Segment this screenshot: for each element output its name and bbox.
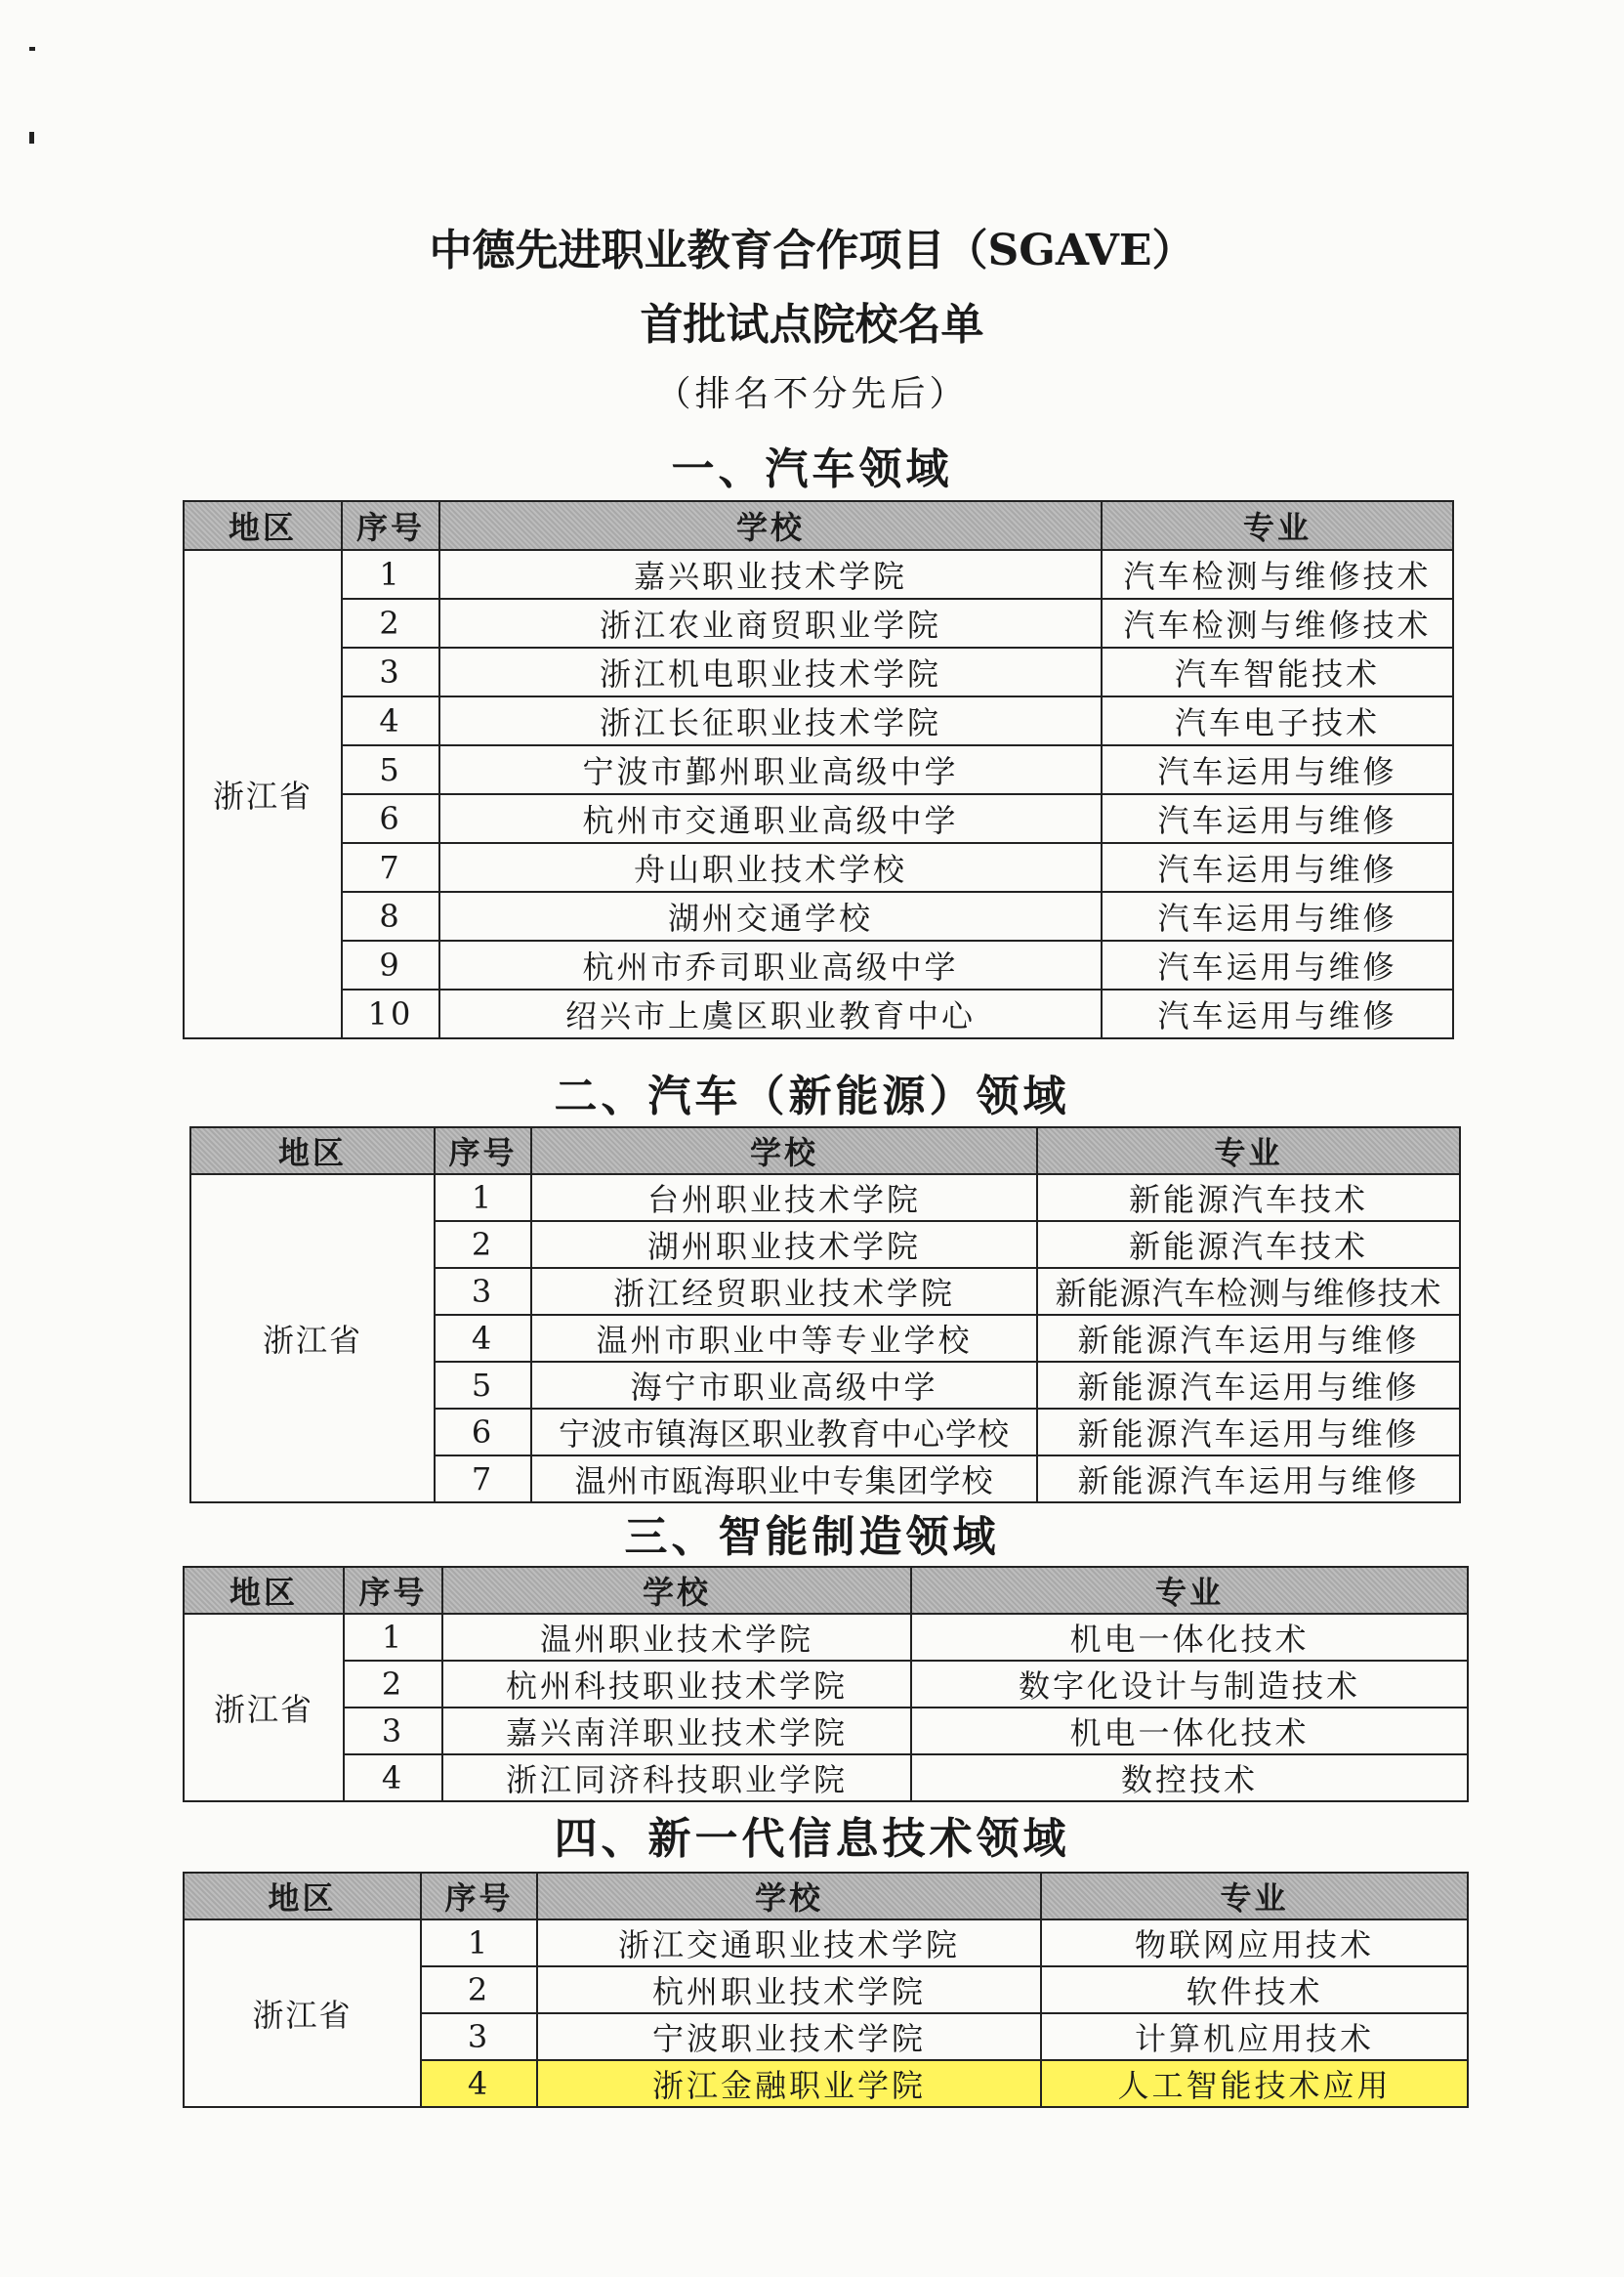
col-header-major: 专业 — [1041, 1873, 1468, 1919]
region-cell: 浙江省 — [184, 550, 342, 1038]
seq-cell: 1 — [342, 550, 439, 599]
table-row — [184, 794, 1453, 843]
seq-cell: 8 — [342, 892, 439, 941]
col-header-seq: 序号 — [435, 1127, 531, 1174]
major-cell: 人工智能技术应用 — [1041, 2060, 1468, 2107]
ranking-note: （排名不分先后） — [655, 374, 969, 414]
col-header-school: 学校 — [531, 1127, 1037, 1174]
seq-cell: 2 — [421, 1966, 537, 2013]
school-cell: 浙江经贸职业技术学院 — [531, 1268, 1037, 1315]
school-cell: 舟山职业技术学校 — [439, 843, 1102, 892]
major-cell: 汽车运用与维修 — [1102, 794, 1453, 843]
col-header-major: 专业 — [1102, 501, 1453, 550]
major-cell: 新能源汽车检测与维修技术 — [1037, 1268, 1460, 1315]
school-cell: 绍兴市上虞区职业教育中心 — [439, 990, 1102, 1038]
col-header-seq: 序号 — [421, 1873, 537, 1919]
major-cell: 软件技术 — [1041, 1966, 1468, 2013]
document-subtitle: 首批试点院校名单 — [640, 300, 984, 350]
table-row — [184, 1614, 1468, 1661]
seq-cell: 2 — [344, 1661, 442, 1708]
table-row — [184, 1708, 1468, 1754]
seq-cell: 3 — [342, 648, 439, 696]
seq-cell: 4 — [435, 1315, 531, 1362]
table-row — [184, 843, 1453, 892]
scan-mark — [29, 47, 35, 51]
region-cell: 浙江省 — [184, 1614, 344, 1801]
school-cell: 浙江交通职业技术学院 — [537, 1919, 1041, 1966]
major-cell: 机电一体化技术 — [911, 1614, 1468, 1661]
major-cell: 汽车运用与维修 — [1102, 990, 1453, 1038]
school-cell: 温州职业技术学院 — [442, 1614, 911, 1661]
major-cell: 机电一体化技术 — [911, 1708, 1468, 1754]
col-header-region: 地区 — [184, 501, 342, 550]
major-cell: 数控技术 — [911, 1754, 1468, 1801]
school-cell: 嘉兴职业技术学院 — [439, 550, 1102, 599]
seq-cell: 1 — [435, 1174, 531, 1221]
major-cell: 汽车智能技术 — [1102, 648, 1453, 696]
col-header-school: 学校 — [439, 501, 1102, 550]
school-cell: 温州市瓯海职业中专集团学校 — [531, 1455, 1037, 1502]
seq-cell: 5 — [342, 745, 439, 794]
region-cell: 浙江省 — [190, 1174, 435, 1502]
seq-cell: 10 — [342, 990, 439, 1038]
major-cell: 汽车运用与维修 — [1102, 843, 1453, 892]
table-row — [184, 696, 1453, 745]
table-row — [184, 550, 1453, 599]
seq-cell: 7 — [342, 843, 439, 892]
col-header-region: 地区 — [184, 1567, 344, 1614]
table-row — [184, 599, 1453, 648]
seq-cell: 1 — [421, 1919, 537, 1966]
seq-cell: 6 — [435, 1409, 531, 1455]
region-cell: 浙江省 — [184, 1919, 421, 2107]
table-new-energy — [189, 1126, 1461, 1503]
table-row — [184, 892, 1453, 941]
seq-cell: 3 — [344, 1708, 442, 1754]
document-title: 中德先进职业教育合作项目（SGAVE） — [429, 226, 1195, 275]
school-cell: 海宁市职业高级中学 — [531, 1362, 1037, 1409]
col-header-major: 专业 — [1037, 1127, 1460, 1174]
major-cell: 汽车检测与维修技术 — [1102, 550, 1453, 599]
section-title-next-gen-it: 四、新一代信息技术领域 — [554, 1814, 1070, 1864]
col-header-seq: 序号 — [342, 501, 439, 550]
school-cell: 杭州市乔司职业高级中学 — [439, 941, 1102, 990]
col-header-region: 地区 — [184, 1873, 421, 1919]
seq-cell: 2 — [435, 1221, 531, 1268]
section-title-new-energy: 二、汽车（新能源）领域 — [554, 1072, 1070, 1121]
major-cell: 汽车运用与维修 — [1102, 745, 1453, 794]
major-cell: 汽车检测与维修技术 — [1102, 599, 1453, 648]
major-cell: 新能源汽车运用与维修 — [1037, 1315, 1460, 1362]
table-row — [184, 1661, 1468, 1708]
school-cell: 温州市职业中等专业学校 — [531, 1315, 1037, 1362]
table-automotive — [183, 500, 1454, 1039]
seq-cell: 4 — [421, 2060, 537, 2107]
seq-cell: 3 — [435, 1268, 531, 1315]
major-cell: 新能源汽车技术 — [1037, 1221, 1460, 1268]
section-title-automotive: 一、汽车领域 — [671, 444, 953, 494]
col-header-major: 专业 — [911, 1567, 1468, 1614]
table-row — [184, 941, 1453, 990]
school-cell: 杭州市交通职业高级中学 — [439, 794, 1102, 843]
table-smart-manufacturing — [183, 1566, 1469, 1802]
school-cell: 浙江金融职业学院 — [537, 2060, 1041, 2107]
school-cell: 湖州职业技术学院 — [531, 1221, 1037, 1268]
seq-cell: 5 — [435, 1362, 531, 1409]
school-cell: 杭州科技职业技术学院 — [442, 1661, 911, 1708]
col-header-school: 学校 — [442, 1567, 911, 1614]
school-cell: 嘉兴南洋职业技术学院 — [442, 1708, 911, 1754]
col-header-region: 地区 — [190, 1127, 435, 1174]
seq-cell: 2 — [342, 599, 439, 648]
major-cell: 数字化设计与制造技术 — [911, 1661, 1468, 1708]
seq-cell: 3 — [421, 2013, 537, 2060]
table-next-gen-it — [183, 1872, 1469, 2108]
school-cell: 杭州职业技术学院 — [537, 1966, 1041, 2013]
school-cell: 浙江长征职业技术学院 — [439, 696, 1102, 745]
scan-mark — [29, 132, 34, 144]
seq-cell: 1 — [344, 1614, 442, 1661]
major-cell: 新能源汽车技术 — [1037, 1174, 1460, 1221]
major-cell: 物联网应用技术 — [1041, 1919, 1468, 1966]
major-cell: 汽车运用与维修 — [1102, 892, 1453, 941]
table-row — [184, 648, 1453, 696]
section-title-smart-manufacturing: 三、智能制造领域 — [624, 1512, 1000, 1562]
seq-cell: 7 — [435, 1455, 531, 1502]
major-cell: 计算机应用技术 — [1041, 2013, 1468, 2060]
table-row — [184, 1919, 1468, 1966]
col-header-seq: 序号 — [344, 1567, 442, 1614]
school-cell: 宁波职业技术学院 — [537, 2013, 1041, 2060]
school-cell: 浙江同济科技职业学院 — [442, 1754, 911, 1801]
major-cell: 新能源汽车运用与维修 — [1037, 1362, 1460, 1409]
seq-cell: 6 — [342, 794, 439, 843]
school-cell: 宁波市鄞州职业高级中学 — [439, 745, 1102, 794]
school-cell: 宁波市镇海区职业教育中心学校 — [531, 1409, 1037, 1455]
major-cell: 新能源汽车运用与维修 — [1037, 1409, 1460, 1455]
seq-cell: 4 — [342, 696, 439, 745]
school-cell: 湖州交通学校 — [439, 892, 1102, 941]
major-cell: 汽车运用与维修 — [1102, 941, 1453, 990]
seq-cell: 9 — [342, 941, 439, 990]
seq-cell: 4 — [344, 1754, 442, 1801]
school-cell: 浙江农业商贸职业学院 — [439, 599, 1102, 648]
table-row — [184, 745, 1453, 794]
school-cell: 浙江机电职业技术学院 — [439, 648, 1102, 696]
major-cell: 新能源汽车运用与维修 — [1037, 1455, 1460, 1502]
col-header-school: 学校 — [537, 1873, 1041, 1919]
table-row — [184, 990, 1453, 1038]
major-cell: 汽车电子技术 — [1102, 696, 1453, 745]
table-row — [184, 1754, 1468, 1801]
table-row — [190, 1174, 1460, 1221]
school-cell: 台州职业技术学院 — [531, 1174, 1037, 1221]
